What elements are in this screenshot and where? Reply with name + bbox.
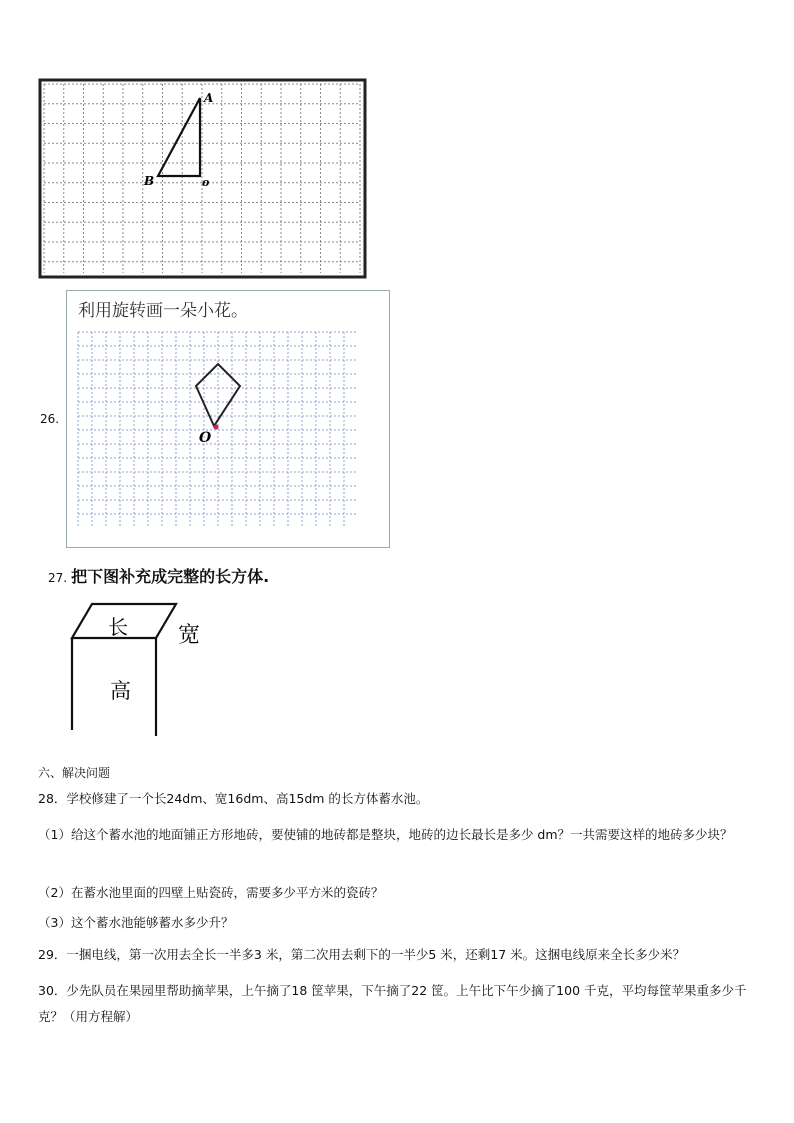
label-length: 长 bbox=[108, 615, 128, 639]
question-30: 30．少先队员在果园里帮助摘苹果，上午摘了18 筐苹果，下午摘了22 筐。上午比下午少摘了100 千克，平均每筐苹果重多少千克？（用方程解） bbox=[38, 983, 747, 1024]
label-o-center: O bbox=[199, 430, 212, 446]
question-28: 28．学校修建了一个长24dm、宽16dm、高15dm 的长方体蓄水池。 bbox=[38, 791, 429, 806]
label-o: o bbox=[202, 176, 210, 189]
rotation-flower-figure bbox=[66, 290, 390, 548]
question-27 bbox=[48, 564, 269, 587]
question-27-number: 27. bbox=[48, 571, 68, 585]
triangle-grid-figure bbox=[38, 78, 368, 282]
label-b: B bbox=[144, 174, 155, 188]
label-width: 宽 bbox=[178, 623, 201, 648]
question-28-part-2: （2）在蓄水池里面的四壁上贴瓷砖，需要多少平方米的瓷砖？ bbox=[38, 885, 384, 900]
cuboid-svg bbox=[64, 598, 224, 740]
cuboid-partial-figure bbox=[64, 598, 224, 740]
question-27-text: 把下图补充成完整的长方体. bbox=[71, 567, 270, 586]
label-a: A bbox=[204, 91, 214, 105]
question-28-part-3: （3）这个蓄水池能够蓄水多少升？ bbox=[38, 915, 234, 930]
question-26-number: 26. bbox=[40, 412, 60, 426]
section-title: 六、解决问题 bbox=[38, 766, 111, 780]
rotation-center-point bbox=[214, 425, 219, 430]
flower-caption: 利用旋转画一朵小花。 bbox=[78, 301, 248, 321]
grid1-svg bbox=[38, 78, 368, 282]
question-28-part-1: （1）给这个蓄水池的地面铺正方形地砖，要使铺的地砖都是整块，地砖的边长最长是多少 dm？一共需要这样的地砖多少块？ bbox=[38, 827, 733, 842]
grid2-frame bbox=[67, 291, 390, 548]
label-height: 高 bbox=[110, 679, 131, 703]
question-29: 29．一捆电线，第一次用去全长一半多3 米，第二次用去剩下的一半少5 米，还剩17 米。这捆电线原来全长多少米？ bbox=[38, 947, 686, 962]
grid2-svg bbox=[66, 290, 390, 548]
